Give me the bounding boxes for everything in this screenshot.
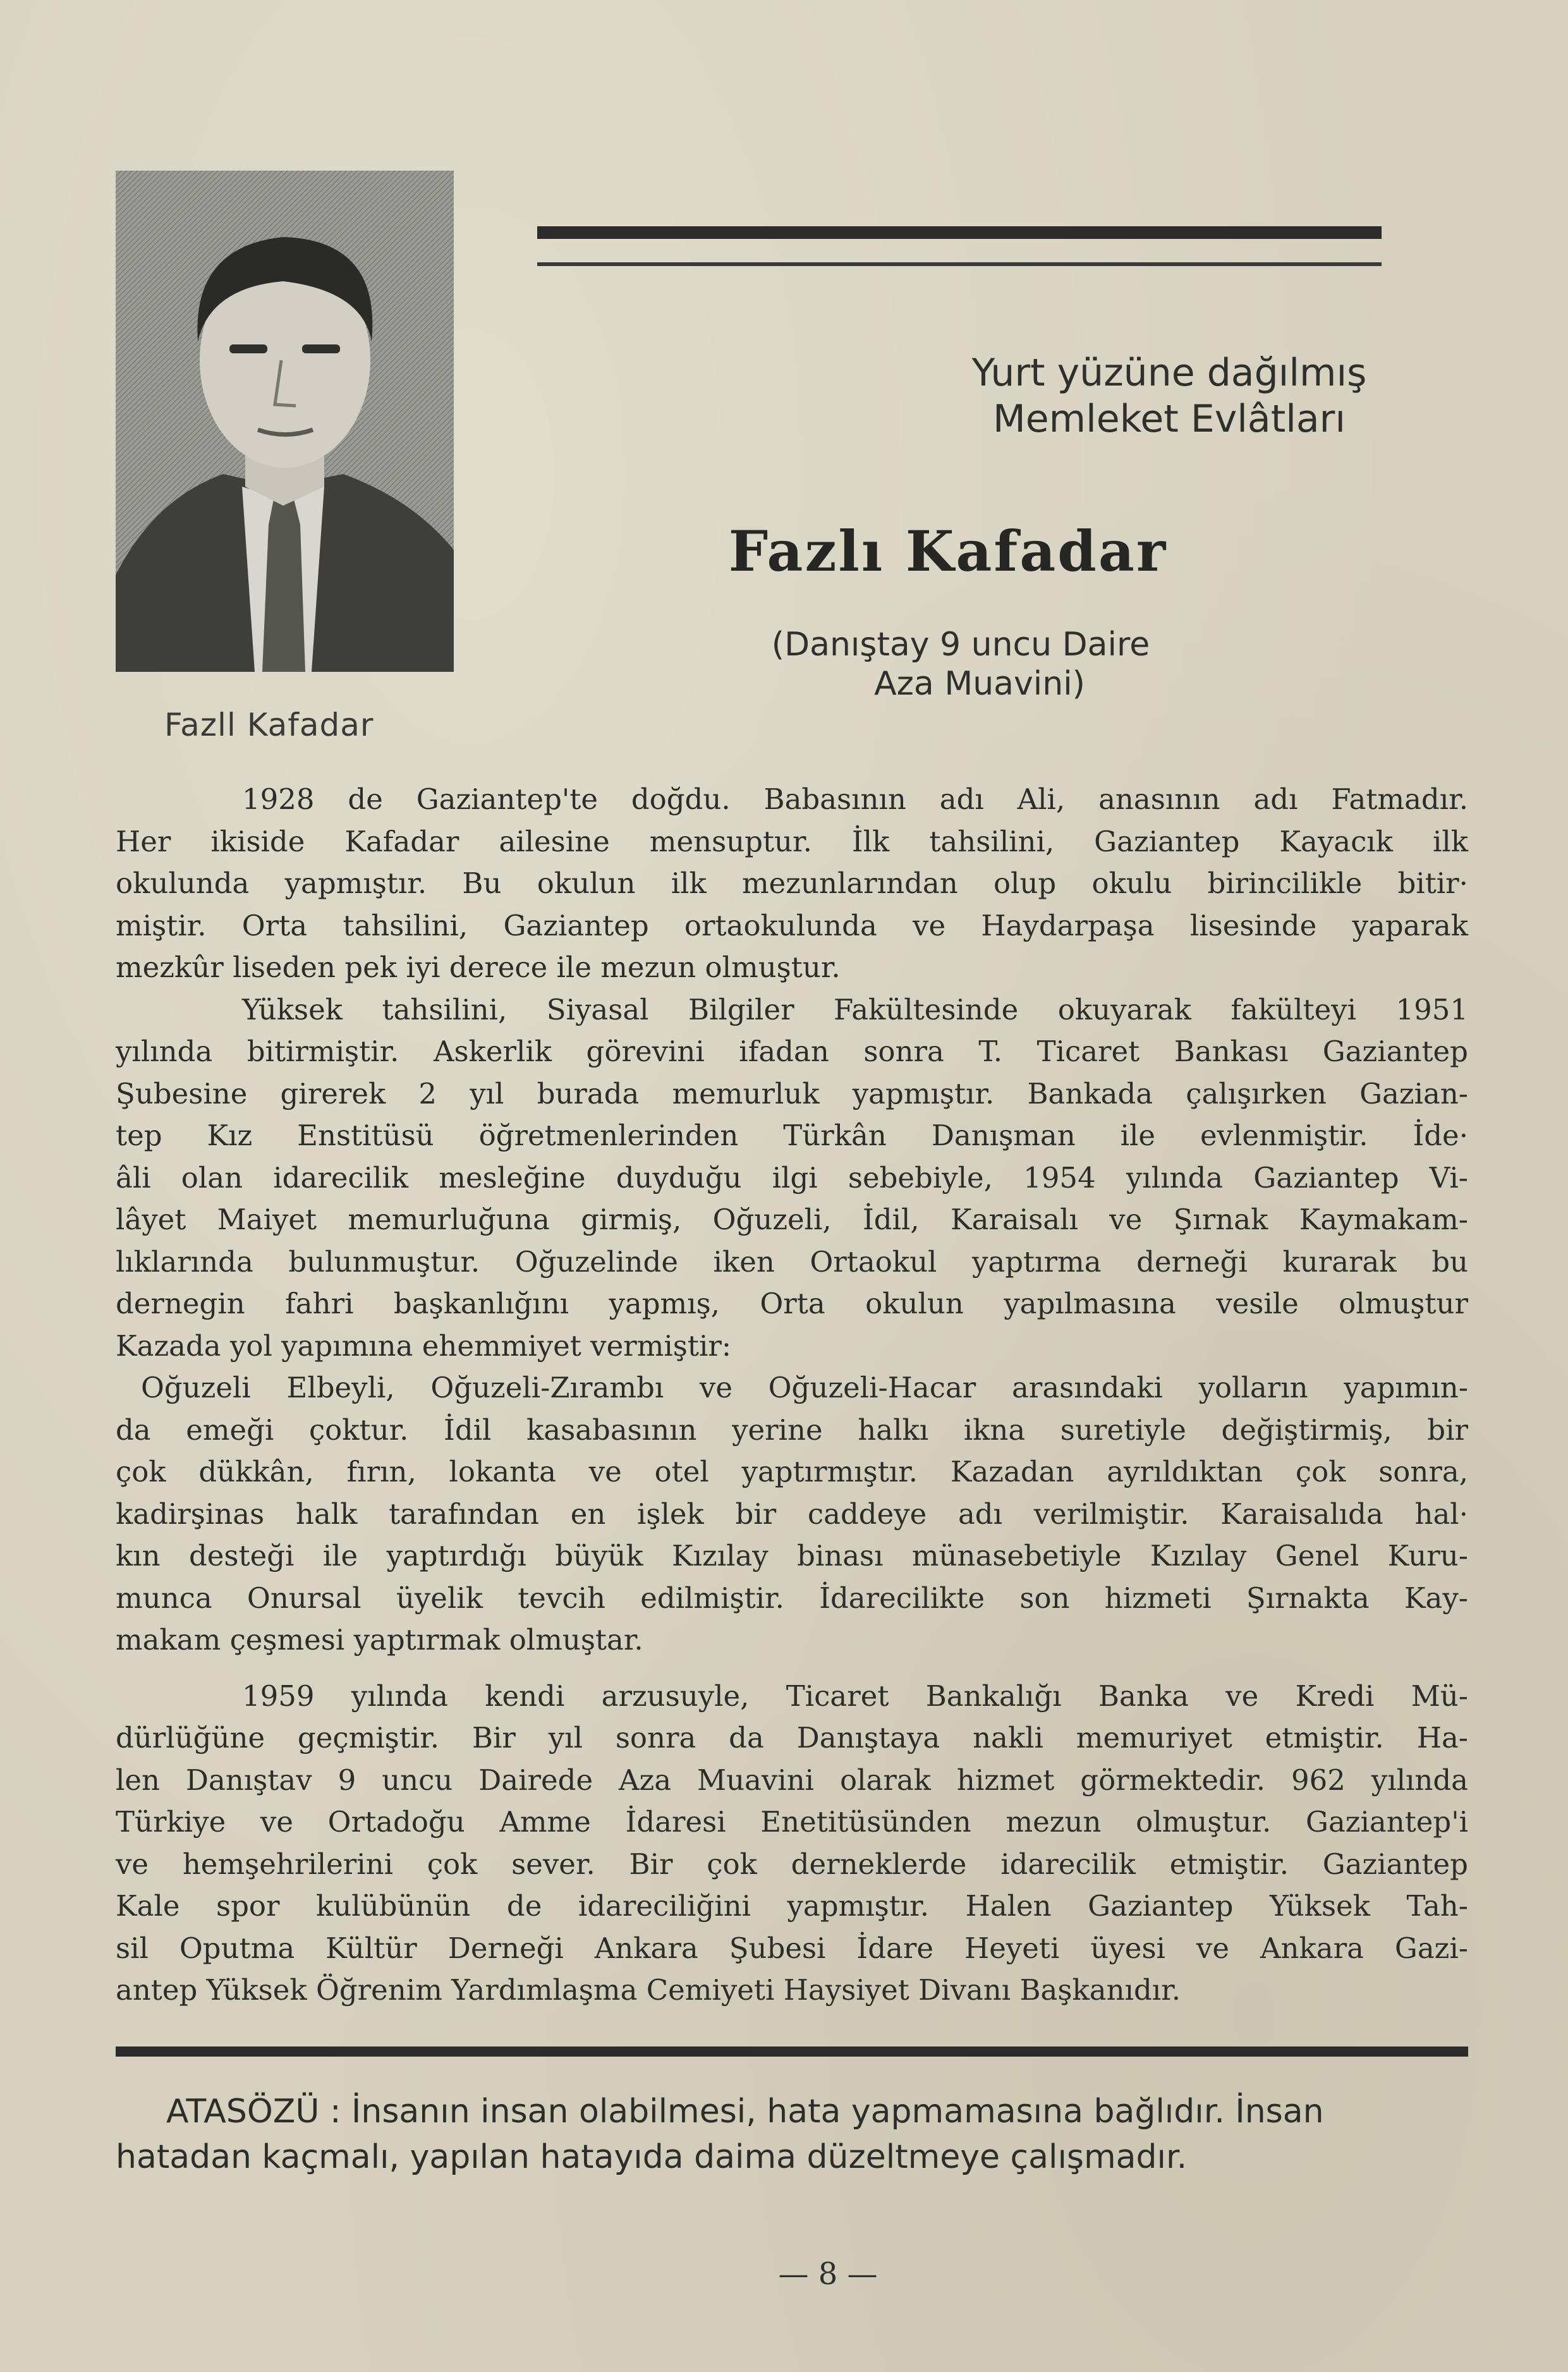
- biography-line: yılında bitirmiştir. Askerlik görevini ifadan sonra T. Ticaret Bankası Gaziantep: [116, 1035, 1468, 1068]
- portrait-photo: [116, 171, 454, 672]
- biography-line: âli olan idarecilik mesleğine duyduğu ilgi sebebiyle, 1954 yılında Gaziantep Vi-: [116, 1160, 1468, 1195]
- biography-line: lıklarında bulunmuştur. Oğuzelinde iken Ortaokul yaptırma derneği kurarak bu: [116, 1244, 1468, 1279]
- proverb-line1: ATASÖZÜ : İnsanın insan olabilmesi, hata yapmamasına bağlıdır. İnsan: [166, 2093, 1324, 2131]
- biography-paragraph: [116, 779, 1468, 989]
- proverb-block: [116, 2089, 1468, 2180]
- portrait-icon: [116, 171, 454, 672]
- top-rule-thick: [537, 226, 1382, 239]
- series-title-line1: Yurt yüzüne dağılmış: [971, 351, 1367, 395]
- position-line1: (Danıştay 9 uncu Daire: [771, 626, 1150, 664]
- biography-line: 1959 yılında kendi arzusuyle, Ticaret Bankalığı Banka ve Kredi Mü-: [242, 1679, 1468, 1713]
- person-name: Fazlı Kafadar: [728, 518, 1168, 584]
- biography-line: dernegin fahri başkanlığını yapmış, Orta okulun yapılmasına vesile olmuştur: [116, 1287, 1468, 1320]
- biography-line: Her ikiside Kafadar ailesine mensuptur. İlk tahsilini, Gaziantep Kayacık ilk: [116, 824, 1468, 858]
- biography-line: makam çeşmesi yaptırmak olmuştar.: [116, 1623, 643, 1657]
- biography-line: len Danıştav 9 uncu Dairede Aza Muavini olarak hizmet görmektedir. 962 yılında: [116, 1763, 1468, 1797]
- photo-caption: Fazll Kafadar: [164, 707, 374, 743]
- biography-line: Yüksek tahsilini, Siyasal Bilgiler Fakültesinde okuyarak fakülteyi 1951: [242, 992, 1468, 1026]
- proverb-line2: hatadan kaçmalı, yapılan hatayıda daima düzeltmeye çalışmadır.: [116, 2138, 1188, 2176]
- biography-paragraph: [116, 989, 1468, 1368]
- biography-line: Şubesine girerek 2 yıl burada memurluk yapmıştır. Bankada çalışırken Gazian-: [116, 1076, 1468, 1110]
- biography-line: Türkiye ve Ortadoğu Amme İdaresi Enetitüsünden mezun olmuştur. Gaziantep'i: [116, 1805, 1468, 1839]
- biography-line: antep Yüksek Öğrenim Yardımlaşma Cemiyeti Haysiyet Divanı Başkanıdır.: [116, 1973, 1181, 2007]
- biography-line: Oğuzeli Elbeyli, Oğuzeli-Zırambı ve Oğuzeli-Hacar arasındaki yolların yapımın-: [141, 1371, 1468, 1404]
- biography-line: ve hemşehrilerini çok sever. Bir çok derneklerde idarecilik etmiştir. Gaziantep: [116, 1847, 1468, 1881]
- biography-paragraph: [116, 1676, 1468, 2012]
- biography-text: [116, 779, 1468, 2012]
- biography-line: çok dükkân, fırın, lokanta ve otel yaptırmıştır. Kazadan ayrıldıktan çok sonra,: [116, 1455, 1468, 1488]
- biography-line: da emeği çoktur. İdil kasabasının yerine halkı ikna suretiyle değiştirmiş, bir: [116, 1413, 1468, 1447]
- bottom-rule: [116, 2047, 1468, 2057]
- biography-paragraph: [116, 1367, 1468, 1662]
- page-number: — 8 —: [778, 2256, 878, 2292]
- biography-line: lâyet Maiyet memurluğuna girmiş, Oğuzeli, İdil, Karaisalı ve Şırnak Kaymakam-: [116, 1203, 1468, 1236]
- biography-line: mezkûr liseden pek iyi derece ile mezun olmuştur.: [116, 951, 841, 984]
- biography-line: munca Onursal üyelik tevcih edilmiştir. İdarecilikte son hizmeti Şırnakta Kay-: [116, 1581, 1468, 1615]
- top-rule-thin: [537, 262, 1382, 266]
- biography-line: dürlüğüne geçmiştir. Bir yıl sonra da Danıştaya nakli memuriyet etmiştir. Ha-: [116, 1721, 1468, 1755]
- biography-line: 1928 de Gaziantep'te doğdu. Babasının adı Ali, anasının adı Fatmadır.: [242, 782, 1468, 816]
- biography-line: miştir. Orta tahsilini, Gaziantep ortaokulunda ve Haydarpaşa lisesinde yaparak: [116, 908, 1468, 942]
- biography-line: Kazada yol yapımına ehemmiyet vermiştir:: [116, 1329, 732, 1363]
- biography-line: sil Oputma Kültür Derneği Ankara Şubesi İdare Heyeti üyesi ve Ankara Gazi-: [116, 1931, 1468, 1965]
- biography-line: Kale spor kulübünün de idareciliğini yapmıştır. Halen Gaziantep Yüksek Tah-: [116, 1889, 1468, 1923]
- series-title-line2: Memleket Evlâtları: [993, 397, 1346, 441]
- biography-line: kın desteği ile yaptırdığı büyük Kızılay binası münasebetiyle Kızılay Genel Kuru-: [116, 1539, 1468, 1572]
- biography-line: tep Kız Enstitüsü öğretmenlerinden Türkân Danışman ile evlenmiştir. İde·: [116, 1119, 1468, 1152]
- biography-line: okulunda yapmıştır. Bu okulun ilk mezunlarından olup okulu birincilikle bitir·: [116, 867, 1468, 900]
- biography-line: kadirşinas halk tarafından en işlek bir caddeye adı verilmiştir. Karaisalıda hal·: [116, 1497, 1468, 1531]
- position-line2: Aza Muavini): [874, 665, 1085, 703]
